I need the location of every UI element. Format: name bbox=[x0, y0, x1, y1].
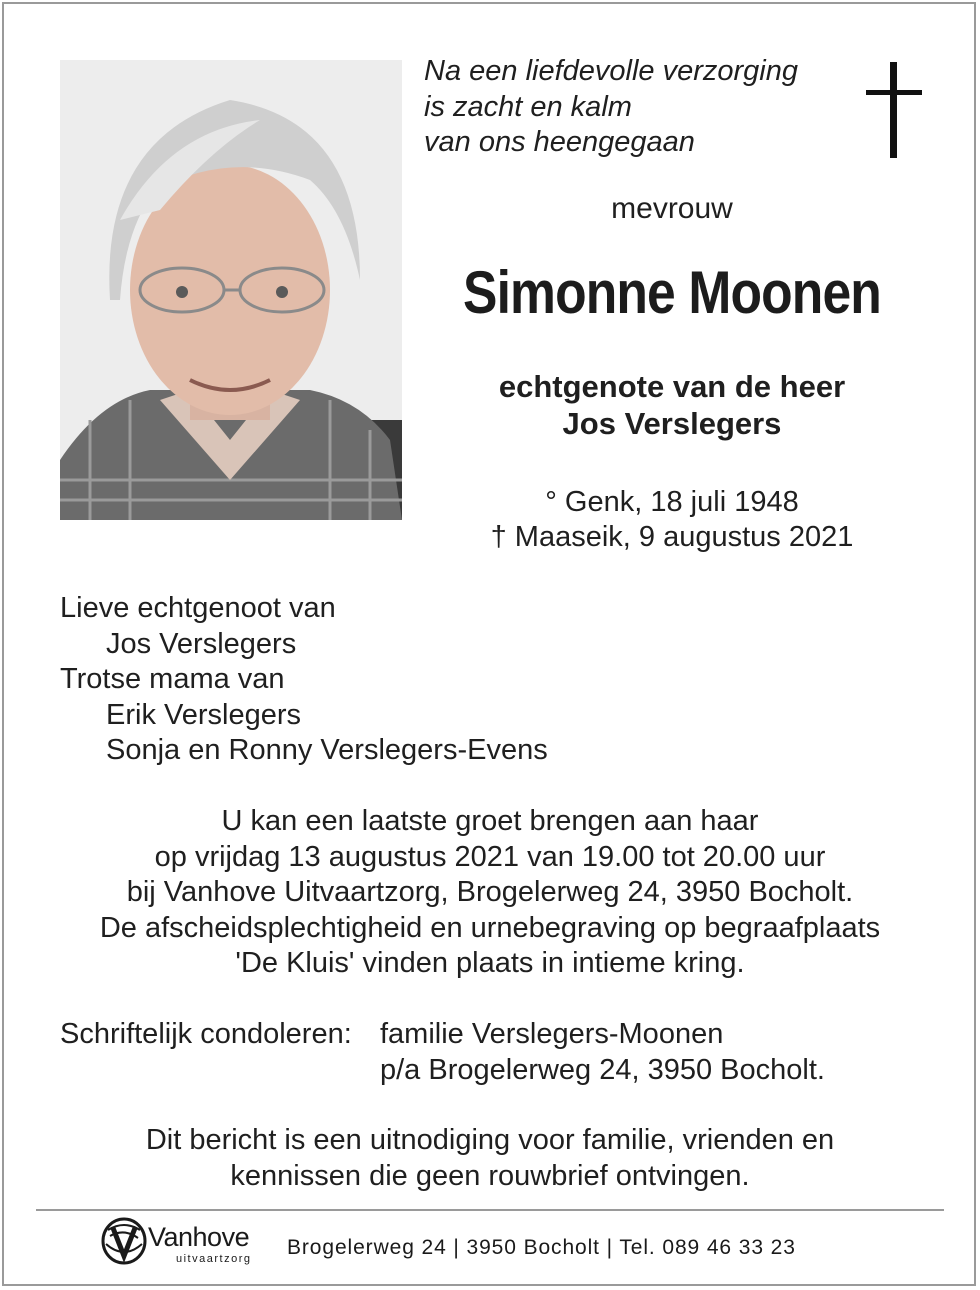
child-name: Sonja en Ronny Verslegers-Evens bbox=[106, 734, 548, 766]
birth-date: ° Genk, 18 juli 1948 bbox=[545, 486, 799, 518]
spouse-line: echtgenote van de heer bbox=[498, 369, 846, 404]
visitation-line: bij Vanhove Uitvaartzorg, Brogelerweg 24, 3950 Bocholt. bbox=[126, 876, 854, 908]
intro-verse bbox=[424, 54, 854, 161]
logo-subtitle: uitvaartzorg bbox=[176, 1253, 252, 1265]
deceased-name: Simonne Moonen bbox=[463, 259, 881, 326]
life-dates bbox=[424, 485, 920, 555]
child-name: Erik Verslegers bbox=[106, 698, 302, 731]
death-date: † Maaseik, 9 augustus 2021 bbox=[490, 521, 854, 553]
children-label: Trotse mama van bbox=[60, 663, 285, 695]
honorific: mevrouw bbox=[611, 192, 733, 225]
condolence-address bbox=[380, 1017, 825, 1088]
condolence-line: p/a Brogelerweg 24, 3950 Bocholt. bbox=[380, 1053, 825, 1086]
footer-contact: Brogelerweg 24 | 3950 Bocholt | Tel. 089 46 33 23 bbox=[287, 1236, 796, 1259]
vanhove-logo-icon bbox=[100, 1216, 148, 1266]
spouse-line: Jos Verslegers bbox=[562, 406, 782, 441]
invitation-note bbox=[40, 1123, 940, 1194]
spouse-name: Jos Verslegers bbox=[106, 627, 297, 660]
spouse-info bbox=[424, 368, 920, 442]
condolence-line: familie Verslegers-Moonen bbox=[380, 1018, 724, 1050]
portrait-photo bbox=[60, 60, 402, 520]
funeral-home-logo bbox=[100, 1216, 275, 1268]
spouse-label: Lieve echtgenoot van bbox=[60, 592, 336, 624]
intro-line: is zacht en kalm bbox=[424, 90, 632, 123]
intro-line: Na een liefdevolle verzorging bbox=[424, 55, 798, 87]
visitation-line: U kan een laatste groet brengen aan haar bbox=[221, 805, 759, 837]
intro-line: van ons heengegaan bbox=[424, 126, 695, 158]
condolence-label: Schriftelijk condoleren: bbox=[60, 1018, 352, 1050]
logo-name: Vanhove bbox=[148, 1222, 250, 1252]
visitation-line: 'De Kluis' vinden plaats in intieme kring. bbox=[235, 947, 745, 979]
visitation-line: op vrijdag 13 augustus 2021 van 19.00 tot 20.00 uur bbox=[154, 840, 826, 873]
footer-divider bbox=[36, 1209, 944, 1211]
cross-icon bbox=[866, 62, 922, 158]
visitation-line: De afscheidsplechtigheid en urnebegraving op begraafplaats bbox=[99, 911, 881, 944]
invitation-line: Dit bericht is een uitnodiging voor familie, vrienden en bbox=[145, 1124, 835, 1156]
visitation-info bbox=[40, 804, 940, 982]
invitation-line: kennissen die geen rouwbrief ontvingen. bbox=[230, 1159, 750, 1192]
family-list bbox=[60, 591, 548, 769]
